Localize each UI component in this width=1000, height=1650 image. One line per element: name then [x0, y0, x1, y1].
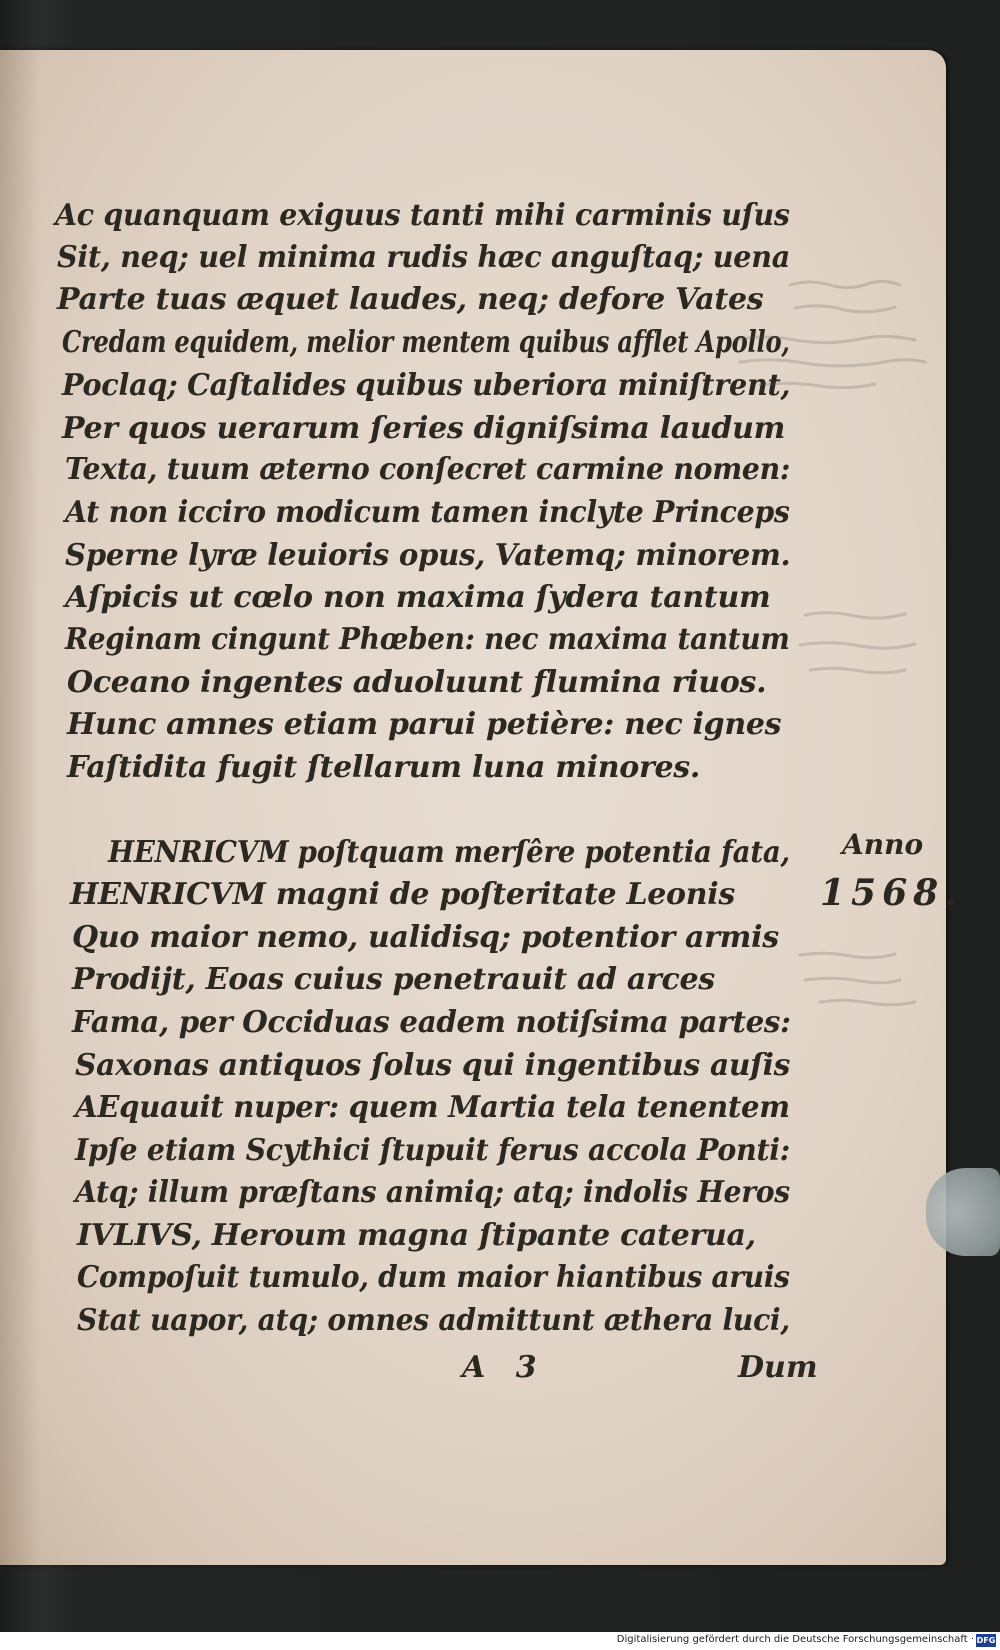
dfg-logo: DFG	[976, 1636, 996, 1645]
catchword: Dum	[738, 1350, 818, 1385]
verse-line: Texta, tuum æterno conſecret carmine nomen:	[65, 452, 791, 487]
faint-ink-smudges	[0, 50, 946, 1565]
verse-line: Reginam cingunt Phœben: nec maxima tantum	[65, 622, 790, 657]
verse-line: At non icciro modicum tamen inclyte Princeps	[65, 495, 790, 530]
margin-anno-label: Anno	[842, 828, 924, 861]
verse-line: Saxonas antiquos ſolus qui ingentibus auſis	[75, 1048, 791, 1083]
verse-line: Ac quanquam exiguus tanti mihi carminis uſus	[55, 198, 790, 233]
footer-credit: Digitalisierung gefördert durch die Deutsche Forschungsgemeinschaft ·	[616, 1634, 974, 1645]
verse-line: Faſtidita fugit ſtellarum luna minores.	[67, 750, 701, 785]
book-page	[0, 50, 963, 1565]
verse-line: Oceano ingentes aduoluunt flumina riuos.	[67, 665, 767, 700]
verse-line: Atq; illum præſtans animiq; atq; indolis Heros	[75, 1175, 790, 1210]
verse-line: Quo maior nemo, ualidisq; potentior armis	[72, 920, 779, 955]
verse-line: Compoſuit tumulo, dum maior hiantibus aruis	[77, 1260, 790, 1295]
verse-line: IVLIVS, Heroum magna ſtipante caterua,	[77, 1218, 756, 1253]
verse-line: HENRICVM magni de poſteritate Leonis	[70, 877, 735, 912]
verse-line: Parte tuas æquet laudes, neq; defore Vates	[57, 282, 764, 317]
verse-line: Prodijt, Eoas cuius penetrauit ad arces	[72, 962, 715, 997]
verse-line: Sperne lyræ leuioris opus, Vatemq; minorem.	[65, 538, 791, 573]
verse-line: Hunc amnes etiam parui petière: nec ignes	[67, 707, 782, 742]
verse-line: Stat uapor, atq; omnes admittunt æthera luci,	[77, 1303, 790, 1338]
verse-line: HENRICVM poſtquam merſêre potentia fata,	[108, 835, 790, 870]
signature-mark: A 3	[462, 1350, 537, 1385]
verse-line: Fama, per Occiduas eadem notiſsima partes:	[72, 1005, 791, 1040]
verse-line: Sit, neq; uel minima rudis hæc anguſtaq; uena	[57, 240, 790, 275]
verse-line: AEquauit nuper: quem Martia tela tenentem	[75, 1090, 790, 1125]
verse-line: Aſpicis ut cœlo non maxima ſydera tantum	[65, 580, 771, 615]
verse-line: Credam equidem, melior mentem quibus afflet Apollo,	[62, 325, 790, 360]
page-text	[0, 50, 963, 1565]
margin-anno-year: 1568.	[820, 872, 963, 914]
verse-line: Poclaq; Caſtalides quibus uberiora miniſtrent,	[62, 368, 791, 403]
page-tab	[926, 1168, 1000, 1256]
verse-line: Per quos uerarum ſeries digniſsima laudum	[62, 411, 786, 446]
verse-line: Ipſe etiam Scythici ſtupuit ferus accola Ponti:	[75, 1133, 791, 1168]
